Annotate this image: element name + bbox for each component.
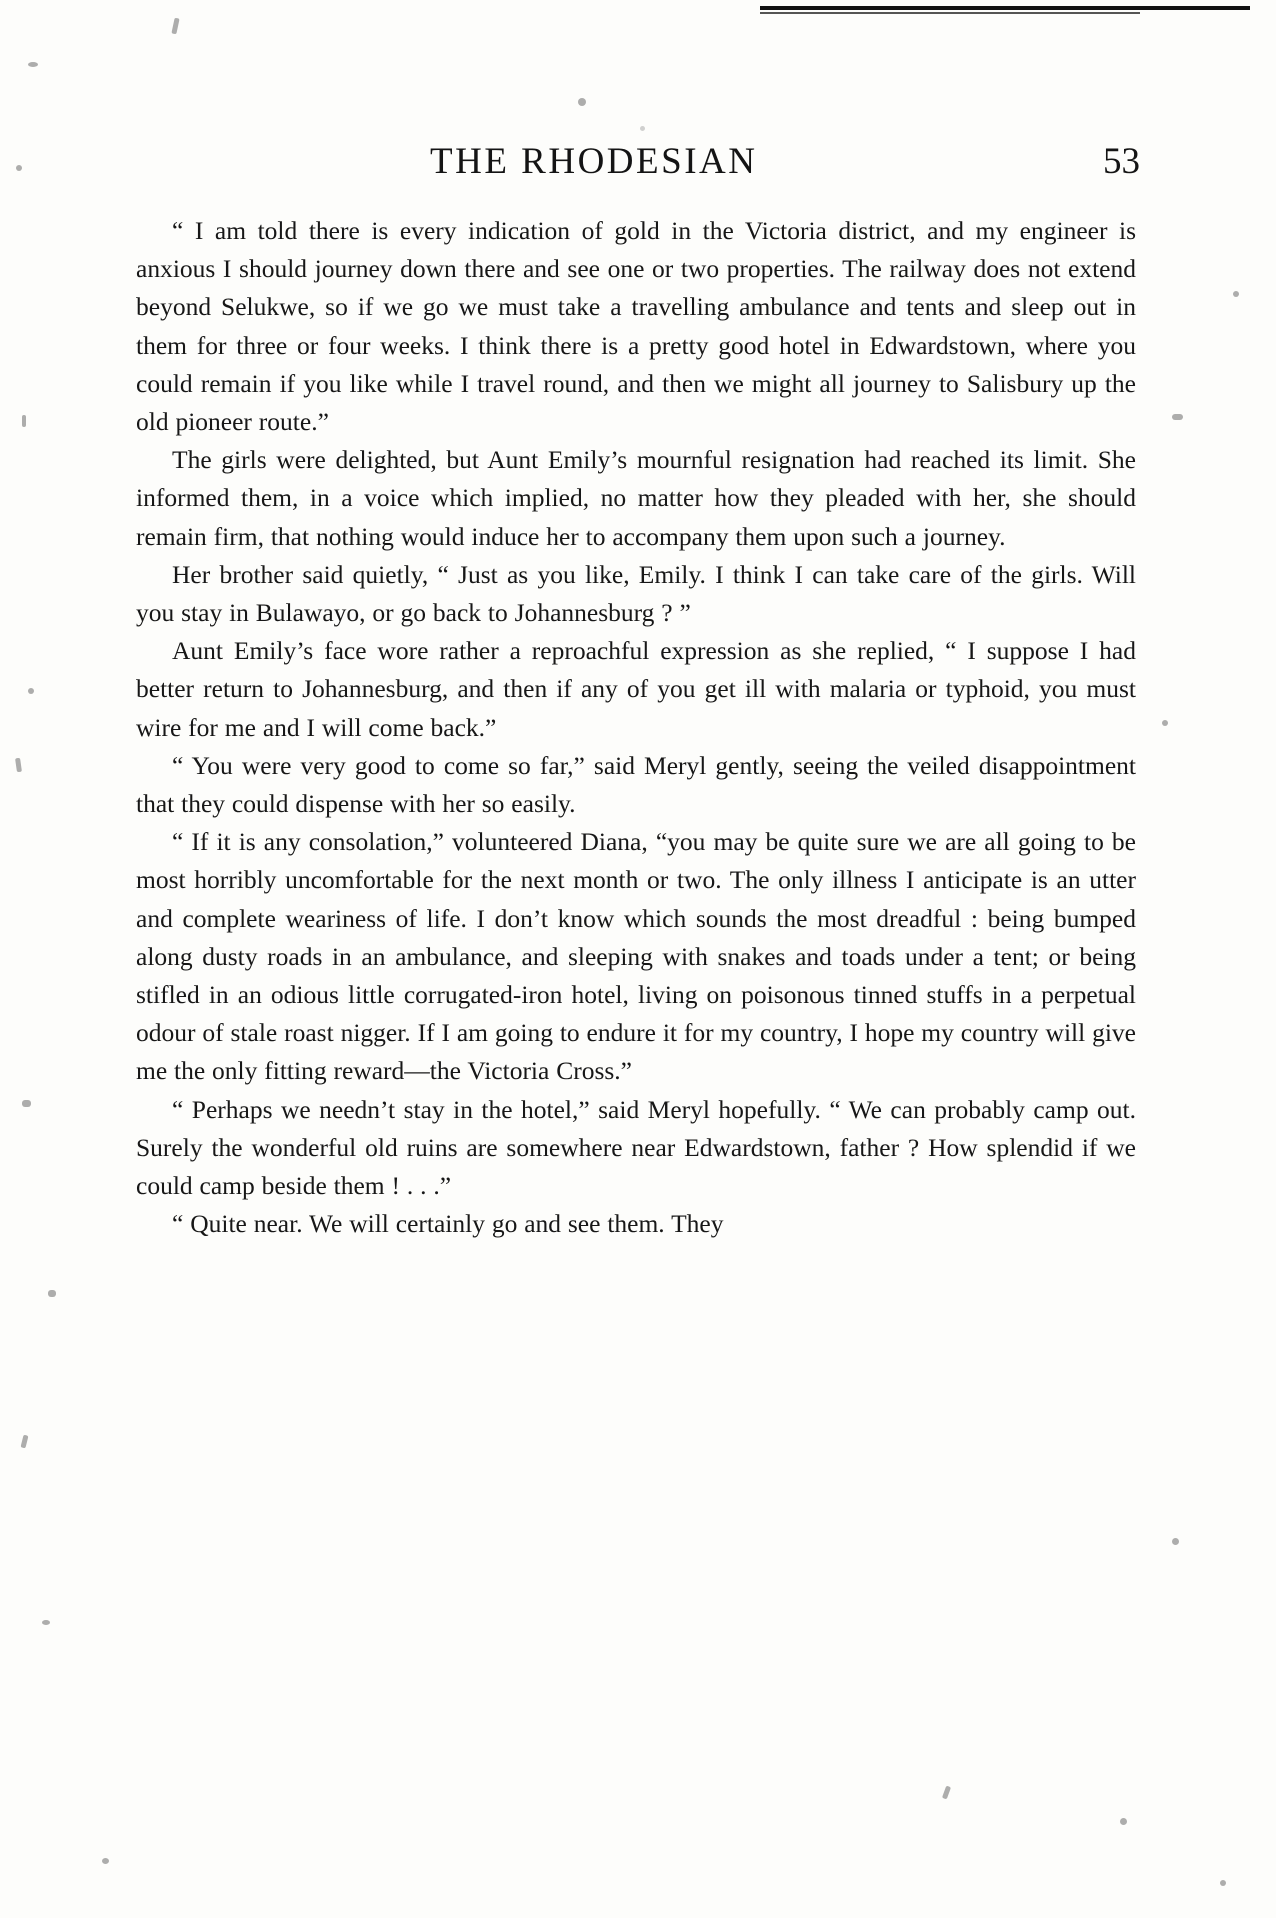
- paper-speck: [16, 165, 22, 171]
- paper-speck: [1120, 1818, 1127, 1825]
- paper-speck: [28, 62, 38, 67]
- paper-speck: [15, 758, 22, 773]
- paper-speck: [1233, 291, 1239, 297]
- page-title: THE RHODESIAN: [430, 141, 758, 182]
- paper-speck: [1220, 1880, 1226, 1886]
- paragraph: “ I am told there is every indication of gold in the Victoria district, and my engineer is anxious I should journey down there and see one or two properties. The railway does not extend beyond Selukwe, so if we go we must take a travelling ambulance and tents and sleep out in them for three or four weeks. I think there is a pretty good hotel in Edwardstown, where you could remain if you like while I travel round, and then we might all journey to Salisbury up the old pioneer route.”: [136, 216, 1136, 437]
- paper-speck: [1162, 720, 1168, 726]
- paragraph: “ You were very good to come so far,” said Meryl gently, seeing the veiled disappointment that they could dispense with her so easily.: [136, 750, 1136, 819]
- paper-speck: [28, 688, 34, 694]
- paragraph: “ Perhaps we needn’t stay in the hotel,” said Meryl hopefully. “ We can probably camp out. Surely the wonderful old ruins are somewhere near Edwardstown, father ? How splendid if we could camp beside them ! . . .”: [136, 1094, 1136, 1201]
- paragraph: Her brother said quietly, “ Just as you like, Emily. I think I can take care of the girls. Will you stay in Bulawayo, or go back to Johannesburg ? ”: [136, 559, 1136, 628]
- paper-speck: [578, 98, 586, 106]
- paper-speck: [942, 1786, 951, 1800]
- paper-speck: [21, 1435, 29, 1449]
- paper-speck: [22, 1100, 31, 1107]
- page-header: [140, 140, 1140, 192]
- top-edge-artifact: [760, 6, 1250, 10]
- paper-speck: [22, 415, 26, 427]
- paragraph: “ Quite near. We will certainly go and see them. They: [172, 1209, 724, 1239]
- top-edge-artifact-secondary: [760, 12, 1140, 14]
- paper-speck: [102, 1858, 109, 1864]
- paper-speck: [171, 18, 179, 35]
- page-number: 53: [1103, 141, 1140, 182]
- body-text: [136, 212, 1136, 1243]
- paper-speck: [48, 1290, 56, 1297]
- paper-speck: [1172, 414, 1183, 420]
- paragraph: “ If it is any consolation,” volunteered Diana, “you may be quite sure we are all going to be most horribly uncomfortable for the next month or two. The only illness I anticipate is an utter and complete weariness of life. I don’t know which sounds the most dreadful : being bumped along dusty roads in an ambulance, and sleeping with snakes and toads under a tent; or being stifled in an odious little corrugated-iron hotel, living on poisonous tinned stuffs in a perpetual odour of stale roast nigger. If I am going to endure it for my country, I hope my country will give me the only fitting reward—the Victoria Cross.”: [136, 827, 1136, 1086]
- paragraph: Aunt Emily’s face wore rather a reproachful expression as she replied, “ I suppose I had better return to Johannesburg, and then if any of you get ill with malaria or typhoid, you must wire for me and I will come back.”: [136, 636, 1136, 742]
- paper-speck: [42, 1620, 50, 1625]
- paragraph: The girls were delighted, but Aunt Emily’s mournful resignation had reached its limit. She informed them, in a voice which implied, no matter how they pleaded with her, she should remain firm, that nothing would induce her to accompany them upon such a journey.: [136, 445, 1136, 551]
- paper-speck: [1172, 1538, 1179, 1545]
- paper-speck: [640, 126, 645, 131]
